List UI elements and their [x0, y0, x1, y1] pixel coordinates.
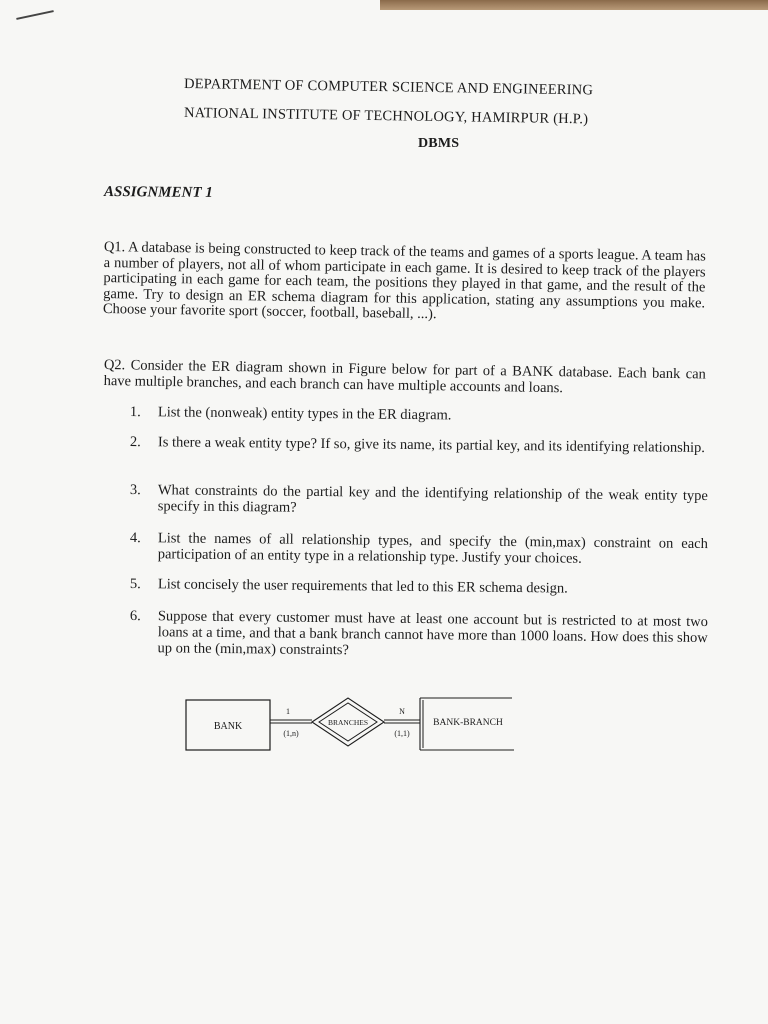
question-2-item — [129, 608, 707, 662]
relationship-label: BRANCHES — [327, 718, 369, 727]
question-2-item — [130, 404, 708, 426]
item-number: 3. — [129, 482, 141, 499]
item-number: 4. — [129, 530, 141, 547]
item-text: List concisely the user requirements that led to this ER schema design. — [157, 576, 568, 597]
cardinality-left: 1 — [286, 707, 290, 716]
er-diagram — [180, 694, 520, 758]
item-number: 5. — [129, 576, 141, 593]
assignment-title: ASSIGNMENT 1 — [103, 184, 213, 201]
department-heading: DEPARTMENT OF COMPUTER SCIENCE AND ENGINEERING — [183, 76, 594, 99]
item-text: Is there a weak entity type? If so, give its name, its partial key, and its identifying relationship. — [157, 434, 706, 457]
question-1: Q1. A database is being constructed to keep track of the teams and games of a sports league. A team has a number of players, not all of whom participate in each game. It is desired to keep track of the players participating in each game for each team, the positions they played in that game, and the result of the game. Try to design an ER schema diagram for this application, stating any assumptions you make. Choose your favorite sport (soccer, football, baseball, ...). — [102, 239, 706, 323]
institute-heading: NATIONAL INSTITUTE OF TECHNOLOGY, HAMIRPUR (H.P.) — [183, 105, 589, 128]
subject-heading: DBMS — [418, 136, 460, 151]
question-2-item — [130, 434, 708, 456]
question-2-item — [130, 576, 708, 598]
item-number: 2. — [129, 434, 141, 451]
item-text: Suppose that every customer must have at least one account but is restricted to at most two loans at a time, and that a bank branch cannot have more than 1000 loans. How does this show up on the (min,max) constraints? — [157, 608, 708, 659]
question-2-item — [130, 482, 708, 520]
item-text: What constraints do the partial key and the identifying relationship of the weak entity type specify in this diagram? — [157, 482, 708, 516]
minmax-left: (1,n) — [283, 729, 299, 738]
pen-mark — [16, 10, 54, 20]
bank-branch-entity-label: BANK-BRANCH — [433, 718, 503, 728]
item-number: 6. — [129, 608, 141, 625]
item-text: List the (nonweak) entity types in the ER diagram. — [157, 404, 452, 424]
cardinality-right: N — [399, 707, 405, 716]
question-2: Q2. Consider the ER diagram shown in Figure below for part of a BANK database. Each bank can have multiple branches, and each branch can have multiple accounts and loans. — [103, 357, 706, 396]
paper-edge — [380, 0, 768, 10]
bank-entity-label: BANK — [213, 721, 243, 732]
question-2-item — [130, 530, 708, 568]
item-number: 1. — [129, 404, 141, 421]
minmax-right: (1,1) — [394, 729, 410, 738]
item-text: List the names of all relationship types, and specify the (min,max) constraint on each participation of an entity type in a relationship type. Justify your choices. — [157, 530, 708, 567]
